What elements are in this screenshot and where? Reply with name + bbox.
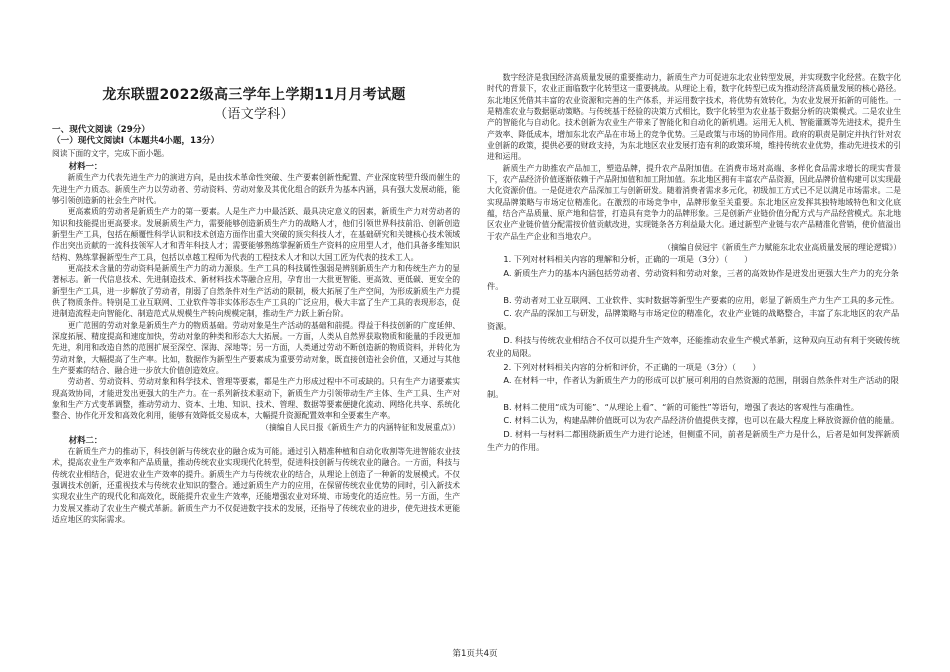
left-column — [52, 125, 460, 525]
question-option: C. 材料二认为，构建品牌价值既可以为农产品经济价值提供支撑，也可以在最大程度上释放资源价值的能量。 — [503, 415, 900, 426]
subsection-heading: （一）现代文阅读Ⅰ（本题共4小题，13分） — [52, 136, 220, 147]
question-option: B. 劳动者对工业互联网、工业软件、实时数据等新型生产要素的应用，彰显了新质生产力生产工具的多元性。 — [503, 294, 900, 305]
material-one-paragraph: 更广范围的劳动对象是新质生产力的物质基础。劳动对象是生产活动的基础和前提。得益于科技创新的广度延伸、深度拓展、精度提高和速度加快，劳动对象的种类和形态大大拓展。一方面，人类从自然界获取物质和能量的手段更加先进，利用和改造自然的范围扩展至深空、深海、深地等；另一方面，人类通过劳动不断创造新的物质资料，并转化为劳动对象，大幅提高了生产率。比如，数据作为新型生产要素成为重要劳动对象，既直接创造社会价值，又通过与其他生产要素的结合、融合进一步放大价值创造效应。 — [52, 320, 460, 375]
material-one-paragraph: 更高素质的劳动者是新质生产力的第一要素。人是生产力中最活跃、最具决定意义的因素，新质生产力对劳动者的知识和技能提出更高要求。发展新质生产力，需要能够创造新质生产力的战略人才，他们引领世界科技前沿、创新创造新型生产工具，包括在颠覆性科学认识和技术创造方面作出重大突破的顶尖科技人才，在基础研究和关键核心技术领域作出突出贡献的一流科技领军人才和青年科技人才；需要能够熟练掌握新质生产资料的应用型人才，他们具备多维知识结构、熟练掌握新型生产工具，包括以卓越工程师为代表的工程技术人才和以大国工匠为代表的技术工人。 — [52, 207, 460, 262]
question-stem: 1. 下列对材料相关内容的理解和分析，正确的一项是（3分）（ ） — [503, 254, 753, 265]
material-one-label: 材料一： — [68, 161, 103, 172]
material-two-paragraph: 在新质生产力的推动下，科技创新与传统农业的融合成为可能。通过引入精准种植和自动化收割等先进智能农业技术，提高农业生产效率和产品质量，推动传统农业实现现代化转型，促进科技创新与传统农业的融合。一方面，科技与传统农业相结合，促进农业生产效率的提升。新质生产力与传统农业的结合，从理论上创造了一种新的发展模式。不仅强调技术创新，还重视技术与传统农业知识的整合。通过新质生产力的应用，在保留传统农业优势的同时，引入新技术实现农业生产的现代化和高效化，既能提升农业生产效率，还能增强农业对环境、市场变化的适应性。另一方面，生产力发展又推动了农业生产模式革新。新质生产力不仅促进数字技术的发展，还指导了传统农业的进步，使先进技术更能适应地区的实际需求。 — [52, 447, 460, 525]
right-column — [487, 72, 901, 455]
question-option: A. 新质生产力的基本内涵包括劳动者、劳动资料和劳动对象，三者的高效协作是迸发出更强大生产力的充分条件。 — [487, 267, 899, 292]
question-option: A. 在材料一中，作者认为新质生产力的形成可以扩展可利用的自然资源的范围，削弱自然条件对生产活动的限制。 — [487, 375, 899, 399]
exam-subtitle: （语文学科） — [214, 107, 294, 122]
page-number: 第1页共4页 — [452, 649, 498, 659]
question-option: D. 材料一与材料二都围绕新质生产力进行论述，但侧重不同，前者是新质生产力是什么，后者是如何发挥新质生产力的作用。 — [487, 428, 900, 453]
material-two-paragraph: 新质生产力助推农产品加工，塑造品牌，提升农产品附加值。在消费市场对高端、多样化食品需求增长的现实背景下，农产品经济价值逐渐依赖于产品附加值和加工附加值。东北地区拥有丰富农产品资源，因此品牌价值构建可以实现最大化资源价值。一是促进农产品深加工与创新研发。随着消费者需求多元化，初级加工方式已不足以满足市场需求。二是实现品牌策略与市场定位精准化。在激烈的市场竞争中，品牌形象至关重要。东北地区应发挥其独特地域特色和文化底蕴，结合产品质量、原产地和信誉，打造具有竞争力的品牌形象。三是创新产业链价值分配方式与产品经营模式。东北地区农业产业链价值分配需按价值贡献改进，实现链条各方利益最大化。通过新型产业链与农产品精准化营销，使价值溢出于农产品生产企业和当地农户。 — [487, 163, 901, 241]
question-option: B. 材料二使用“成为可能”、“从理论上看”、“新的可能性”等语句，增强了表达的客观性与准确性。 — [503, 401, 859, 412]
question-option: C. 农产品的深加工与研发，品牌策略与市场定位的精准化，农业产业链的战略整合，丰富了东北地区的农产品资源。 — [487, 308, 900, 332]
material-one-paragraph: 更高技术含量的劳动资料是新质生产力的动力源泉。生产工具的科技属性强弱是辨别新质生产力和传统生产力的显著标志。新一代信息技术、先进制造技术、新材料技术等融合应用，孕育出一大批更智能、更高效、更低碳、更安全的新型生产工具，进一步解放了劳动者，削弱了自然条件对生产活动的限制，极大拓展了生产空间，为形成新质生产力提供了物质条件。特别是工业互联网、工业软件等非实体形态生产工具的广泛应用，极大丰富了生产工具的表现形态，促进制造流程走向智能化、制造范式从规模生产转向规模定制，推动生产力跃上新台阶。 — [52, 263, 460, 319]
material-two-label: 材料二： — [68, 435, 103, 446]
material-one-source: （摘编自人民日报《新质生产力的内涵特征和发展重点》） — [261, 422, 460, 432]
question-option: D. 科技与传统农业相结合不仅可以提升生产效率，还能推动农业生产模式革新，这种双向互动有利于突破传统农业的局限。 — [487, 334, 900, 359]
material-two-paragraph: 数字经济是我国经济高质量发展的重要推动力，新质生产力可促进东北农业转型发展，并实现数字化经营。在数字化时代的背景下，农业正面临数字化转型这一重要挑战。从理论上看，数字化转型已成为推动经济高质量发展的核心路径。东北地区凭借其丰富的农业资源和完善的生产体系，并运用数字技术，将优势有效转化，为农业发展开拓新的可能性。一是精准农业与数据驱动策略。与传统基于经验的决策方式相比，数字化转型为农业基于数据分析的决策模式。二是农业生产的智能化与自动化。技术创新为农业生产带来了智能化和自动化的新机遇。运用无人机、智能灌溉等先进技术，提升生产效率、降低成本，增加东北农产品在市场上的竞争优势。三是政策与市场的协同作用。政府的职责是制定并执行针对农业创新的政策，提供必要的财政支持，为东北地区农业发展打造有利的政策环境，维持传统农业优势，推动先进技术的引进和运用。 — [487, 73, 901, 162]
material-one-paragraph: 劳动者、劳动资料、劳动对象和科学技术、管理等要素，都是生产力形成过程中不可或缺的。只有生产力诸要素实现高效协同，才能迸发出更强大的生产力。在一系列新技术驱动下，新质生产力引领带动生产主体、生产工具、生产对象和生产方式变革调整，推动劳动力、资本、土地、知识、技术、管理、数据等要素便捷化流动、网络化共享、系统化整合、协作化开发和高效化利用，能够有效降低交易成本，大幅提升资源配置效率和全要素生产率。 — [52, 377, 460, 421]
instruction-text: 阅读下面的文字，完成下面小题。 — [52, 148, 169, 158]
exam-title: 龙东联盟2022级高三学年上学期11月月考试题 — [102, 87, 406, 103]
section-heading: 一、现代文阅读（29分） — [52, 125, 150, 135]
material-two-source: （摘编自侯冠宇《新质生产力赋能东北农业高质量发展的理论逻辑》） — [663, 243, 901, 253]
material-one-paragraph: 新质生产力代表先进生产力的演进方向，是由技术革命性突破、生产要素创新性配置、产业深度转型升级而催生的先进生产力质态。新质生产力以劳动者、劳动资料、劳动对象及其优化组合的跃升为基本内涵，具有强大发展动能，能够引领创造新的社会生产时代。 — [52, 173, 460, 205]
question-stem: 2. 下列对材料相关内容的分析和评价，不正确的一项是（3分）（ ） — [503, 361, 761, 372]
